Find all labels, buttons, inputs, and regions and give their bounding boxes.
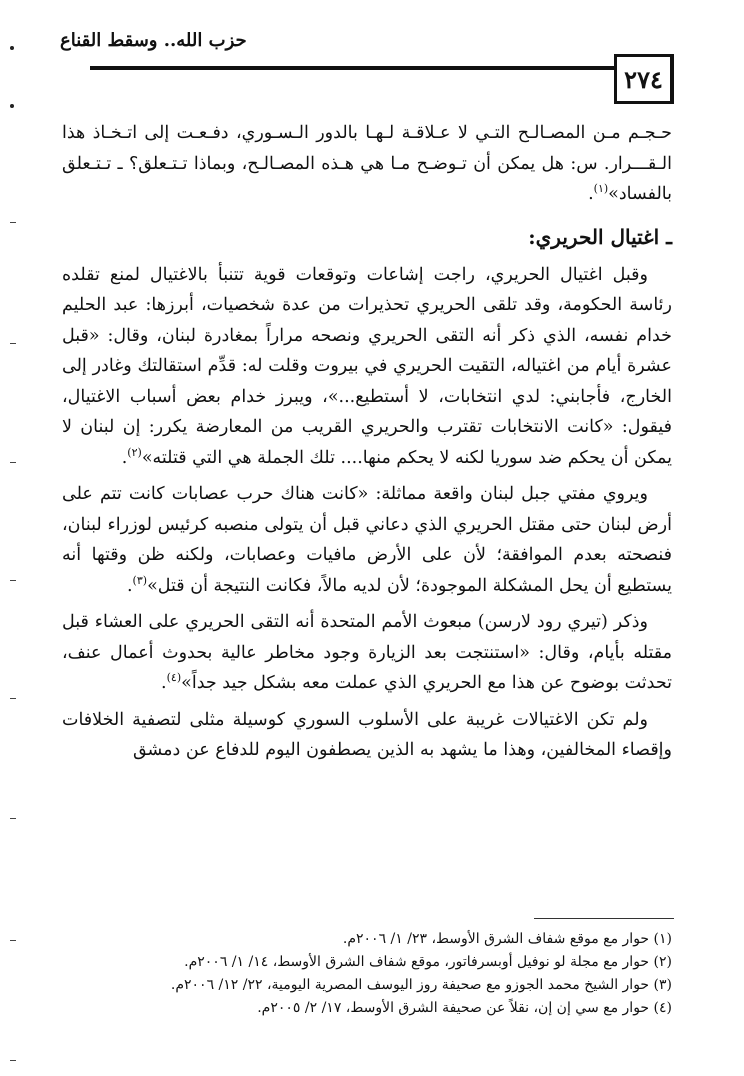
scan-tick: [10, 343, 16, 344]
scan-tick: [10, 1060, 16, 1061]
section-heading: ـ اغتيال الحريري:: [528, 224, 672, 249]
page-header: [60, 22, 674, 92]
footnotes: [62, 928, 672, 1020]
scan-tick: [10, 818, 16, 819]
paragraph-1: [62, 118, 672, 210]
scan-tick: [10, 940, 16, 941]
paragraph-2: [62, 260, 672, 474]
paragraph-4: [62, 607, 672, 699]
paragraph-4-end: .: [161, 673, 167, 693]
paragraph-1-end: .: [588, 184, 594, 204]
paragraph-1-text: حـجـم مـن المصـالـح التـي لا عـلاقـة لـهـا بالدور الـسـوري، دفـعـت إلى اتـخـاذ هذا الـقـــرار. س: هل يمكن أن تـوضـح مـا هي هـذه المصـالـح، وبماذا تـتـعلق؟ ـ تـتـعلق بالفساد»: [62, 123, 672, 204]
footnote-1: (١) حوار مع موقع شفاف الشرق الأوسط، ٢٣/ ١/ ٢٠٠٦م.: [342, 931, 672, 947]
scan-dot: [10, 104, 14, 108]
paragraph-2-end: .: [121, 447, 128, 468]
scan-dot: [10, 46, 14, 50]
scan-tick: [10, 698, 16, 699]
running-title: حزب الله.. وسقط القناع: [60, 30, 247, 51]
footnote-ref-3: (٣): [132, 573, 148, 587]
scan-tick: [10, 222, 16, 223]
footnote-ref-4: (٤): [166, 671, 182, 685]
body-text: [62, 118, 672, 766]
paragraph-2-text: وقبل اغتيال الحريري، راجت إشاعات وتوقعات قوية تتنبأ بالاغتيال لمنع تقلده رئاسة الحكومة، وقد تلقى الحريري تحذيرات من عدة شخصيات، أبرزها: عبد الحليم خدام نفسه، الذي ذكر أنه التقى الحريري ونصحه مراراً بمغادرة لبنان، وقال: «قبل عشرة أيام من اغتياله، التقيت الحريري في بيروت وقلت له: قدِّم استقالتك وغادر إلى الخارج، فأجابني: لدي انتخابات، لا أستطيع...»، ويبرز خدام بعض أسباب الاغتيال، فيقول: «كانت الانتخابات تقترب والحريري القريب من المعارضة يكرر: إن لبنان لا يمكن أن يحكم ضد سوريا لكنه لا يحكم منها.... تلك الجملة هي التي قتلته»: [62, 264, 672, 468]
paragraph-3-text: ويروي مفتي جبل لبنان واقعة مماثلة: «كانت هناك حرب عصابات كانت تتم على أرض لبنان حتى مقتل الحريري الذي دعاني قبل أن يتولى منصبه كرئيس لوزراء لبنان، فنصحته بعدم الموافقة؛ لأن على الأرض مافيات وعصابات، ولكنه ظن وقتها أنه يستطيع أن يحل المشكلة الموجودة؛ لأن لديه مالاً، فكانت النتيجة أن قتل»: [62, 484, 672, 596]
scan-tick: [10, 580, 16, 581]
footnote-separator: [534, 918, 674, 919]
paragraph-3: [62, 479, 672, 601]
paragraph-4-text: وذكر (تيري رود لارسن) مبعوث الأمم المتحدة أنه التقى الحريري على العشاء قبل مقتله بأيام، وقال: «استنتجت بعد الزيارة وجود مخاطر عالية بحدوث أعمال عنف، تحدثت بوضوح عن هذا مع الحريري الذي عملت معه بشكل جيد جداً»: [62, 612, 672, 693]
paragraph-5: ولم تكن الاغتيالات غريبة على الأسلوب السوري كوسيلة مثلى لتصفية الخلافات وإقصاء المخالفين، وهذا ما يشهد به الذين يصطفون اليوم للدفاع عن دمشق: [62, 709, 672, 760]
footnote-ref-2: (٢): [127, 445, 142, 459]
paragraph-3-end: .: [126, 575, 133, 596]
scan-tick: [10, 462, 16, 463]
page-number: ٢٧٤: [614, 54, 674, 104]
footnote-ref-1: (١): [593, 182, 609, 196]
footnote-4: (٤) حوار مع سي إن إن، نقلاً عن صحيفة الشرق الأوسط، ١٧/ ٢/ ٢٠٠٥م.: [257, 1000, 672, 1016]
footnote-2: (٢) حوار مع مجلة لو نوفيل أوبسرفاتور، موقع شفاف الشرق الأوسط، ١٤/ ١/ ٢٠٠٦م.: [184, 954, 672, 970]
footnote-3: (٣) حوار الشيخ محمد الجوزو مع صحيفة روز اليوسف المصرية اليومية، ٢٢/ ١٢/ ٢٠٠٦م.: [170, 977, 672, 993]
header-rule: [90, 66, 614, 70]
